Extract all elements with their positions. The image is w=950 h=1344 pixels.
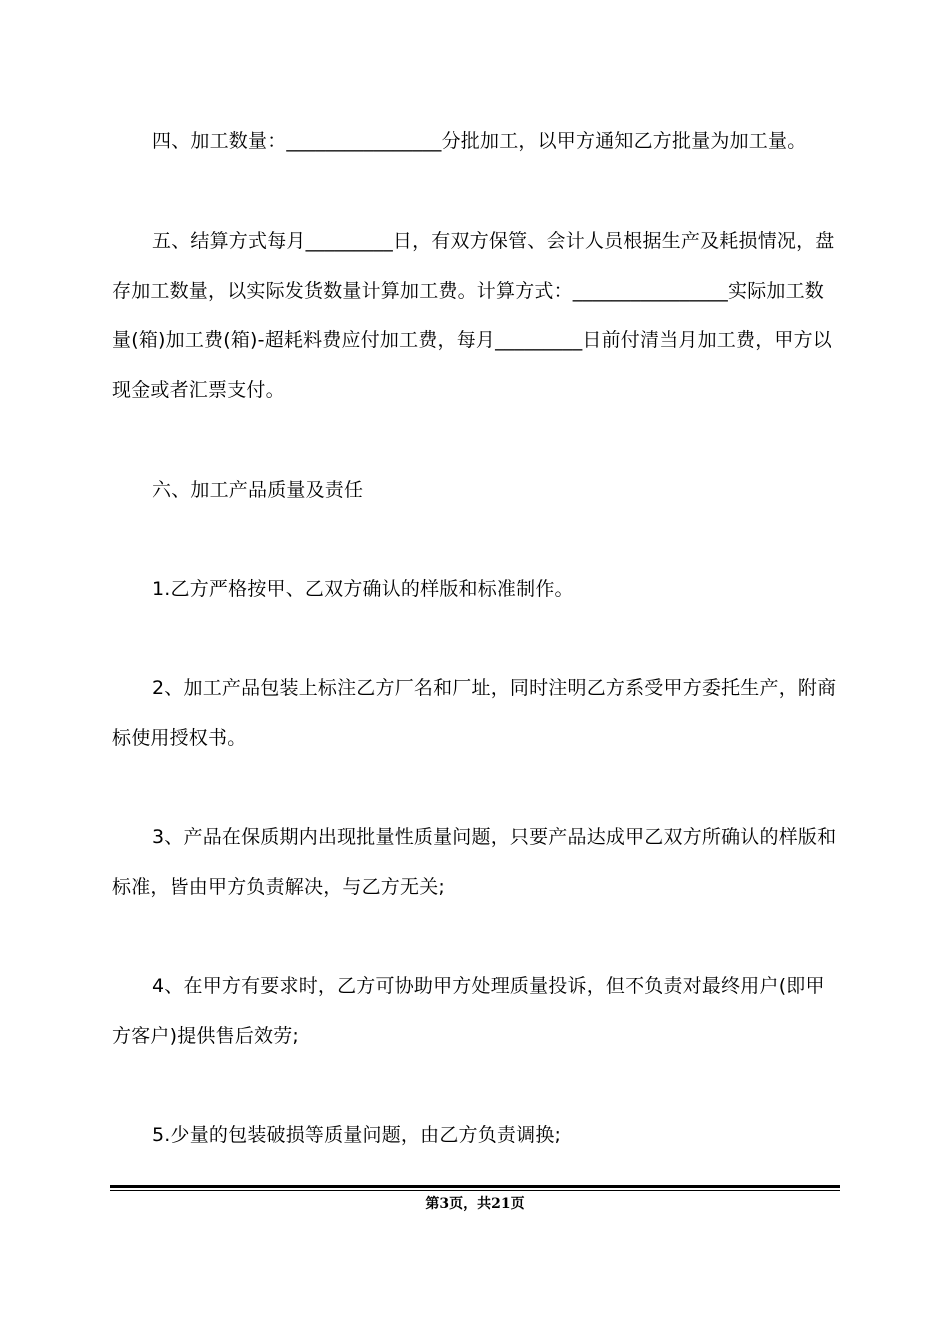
paragraph-settlement-method: 五、结算方式每月_________日，有双方保管、会计人员根据生产及耗损情况，盘存加工数量，以实际发货数量计算加工费。计算方式：________________实际加工数量(箱)加工费(箱)-超耗料费应付加工费，每月_________日前付清当月加工费，甲方以现金或者汇票支付。 [112,230,835,401]
paragraph-quality-item-5: 5.少量的包装破损等质量问题，由乙方负责调换; [152,1124,562,1146]
paragraph-processing-quantity: 四、加工数量：________________分批加工，以甲方通知乙方批量为加工量。 [152,130,807,152]
paragraph-quality-item-3: 3、产品在保质期内出现批量性质量问题，只要产品达成甲乙双方所确认的样版和标准，皆由甲方负责解决，与乙方无关; [112,826,837,898]
footer-divider-thin [110,1190,840,1191]
paragraph-quality-item-2: 2、加工产品包装上标注乙方厂名和厂址，同时注明乙方系受甲方委托生产，附商标使用授权书。 [112,677,837,749]
paragraph-quality-item-4: 4、在甲方有要求时，乙方可协助甲方处理质量投诉，但不负责对最终用户(即甲方客户)提供售后效劳; [112,975,825,1047]
page-number: 第3页，共21页 [425,1196,525,1212]
paragraph-quality-item-1: 1.乙方严格按甲、乙双方确认的样版和标准制作。 [152,578,574,600]
paragraph-quality-heading: 六、加工产品质量及责任 [152,479,364,501]
footer-divider-thick [110,1185,840,1188]
